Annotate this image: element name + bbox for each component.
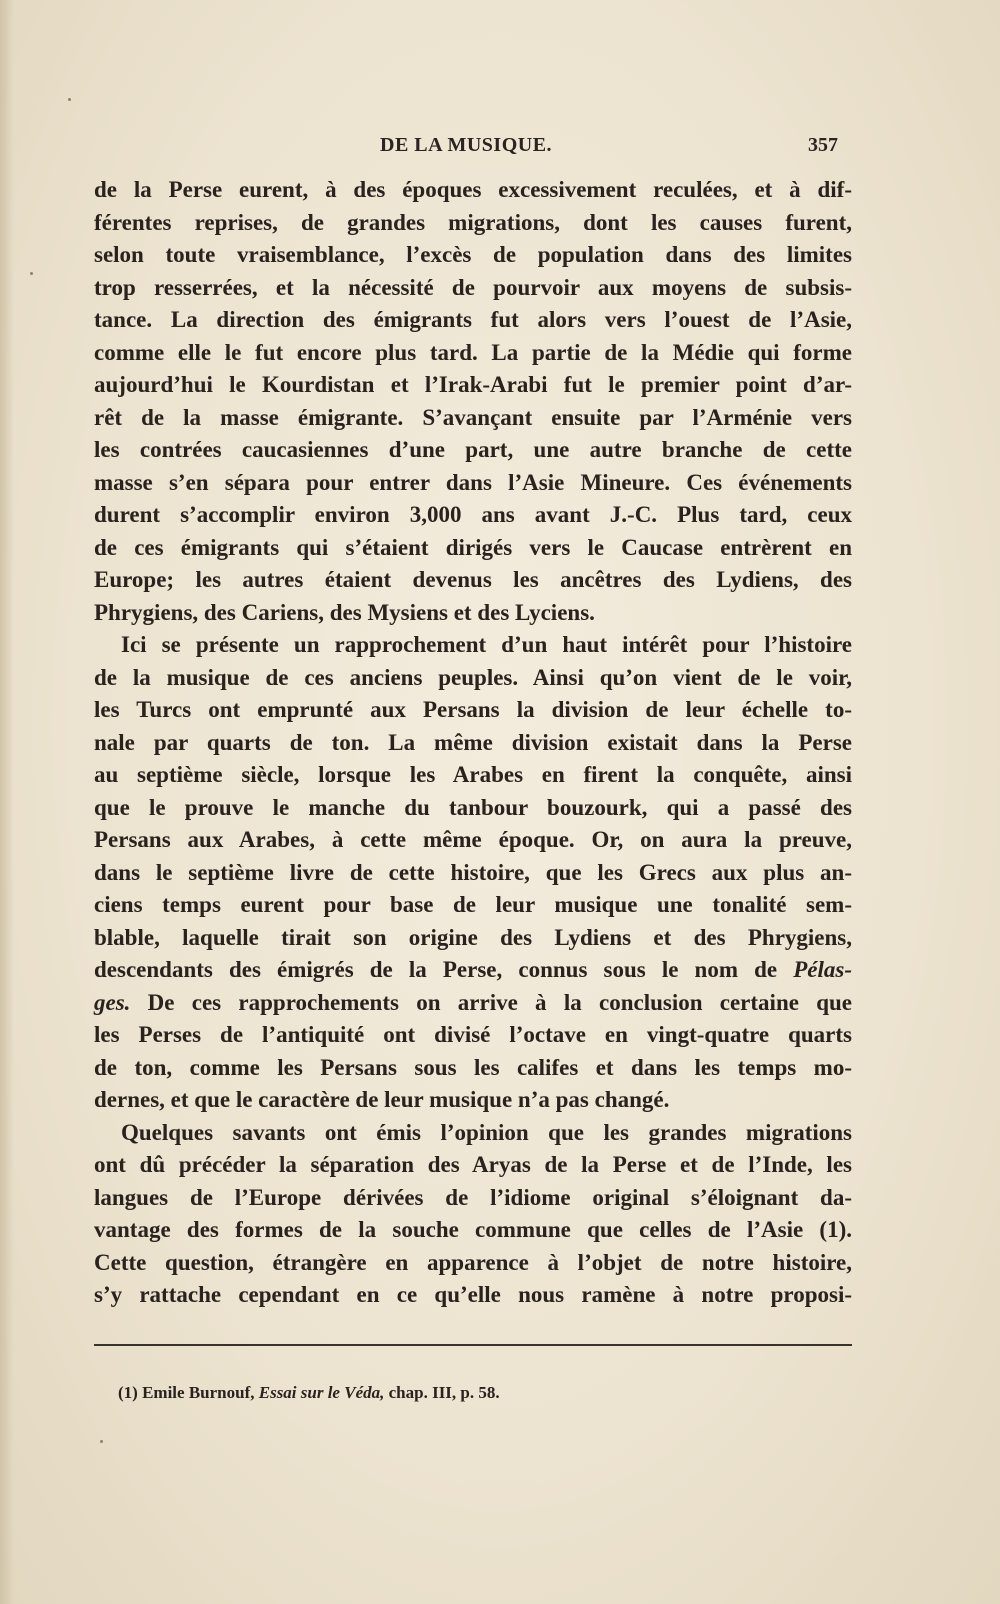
text-line: de ton, comme les Persans sous les califes et dans les temps mo- bbox=[94, 1054, 852, 1080]
text-line-with-italic bbox=[94, 987, 852, 1020]
footnote-author: Emile Burnouf, bbox=[142, 1383, 255, 1402]
text-line: vantage des formes de la souche commune que celles de l’Asie (1). bbox=[94, 1217, 852, 1242]
text-line: selon toute vraisemblance, l’excès de population dans des limites bbox=[94, 242, 852, 267]
text-line: trop resserrées, et la nécessité de pourvoir aux moyens de subsis- bbox=[94, 274, 852, 300]
text-line: Persans aux Arabes, à cette même époque. Or, on aura la preuve, bbox=[94, 827, 852, 852]
text-line: masse s’en sépara pour entrer dans l’Asie Mineure. Ces événements bbox=[94, 469, 852, 495]
footnote-title: Essai sur le Véda, bbox=[258, 1383, 385, 1402]
text-line: au septième siècle, lorsque les Arabes en firent la conquête, ainsi bbox=[94, 762, 852, 787]
italic-term: ges. bbox=[94, 989, 131, 1015]
text-line: les Perses de l’antiquité ont divisé l’octave en vingt-quatre quarts bbox=[94, 1022, 852, 1047]
text-line: Ici se présente un rapprochement d’un haut intérêt pour l’histoire bbox=[121, 632, 852, 657]
page-header bbox=[94, 134, 846, 164]
text-line: Quelques savants ont émis l’opinion que les grandes migrations bbox=[121, 1119, 852, 1145]
body-text bbox=[94, 174, 852, 1312]
running-title: DE LA MUSIQUE. bbox=[380, 134, 553, 156]
text-line: de la musique de ces anciens peuples. Ainsi qu’on vient de le voir, bbox=[94, 664, 852, 690]
text-fragment: De ces rapprochements on arrive à la conclusion certaine que bbox=[130, 989, 852, 1015]
text-line: tance. La direction des émigrants fut alors vers l’ouest de l’Asie, bbox=[94, 307, 852, 332]
paper-speck bbox=[100, 1440, 103, 1443]
paper-speck bbox=[30, 272, 33, 275]
italic-term: Pélas- bbox=[793, 957, 852, 982]
text-line: durent s’accomplir environ 3,000 ans avant J.-C. Plus tard, ceux bbox=[94, 502, 852, 527]
text-line: nale par quarts de ton. La même division existait dans la Perse bbox=[94, 729, 852, 755]
text-line: dernes, et que le caractère de leur musique n’a pas changé. bbox=[94, 1087, 670, 1112]
text-line: ciens temps eurent pour base de leur musique une tonalité sem- bbox=[94, 892, 852, 917]
footnote-reference: chap. III, p. 58. bbox=[388, 1383, 500, 1402]
page-number: 357 bbox=[808, 134, 838, 156]
text-line: comme elle le fut encore plus tard. La partie de la Médie qui forme bbox=[94, 339, 852, 365]
text-line: rêt de la masse émigrante. S’avançant ensuite par l’Arménie vers bbox=[94, 404, 852, 430]
text-line: les contrées caucasiennes d’une part, une autre branche de cette bbox=[94, 437, 852, 462]
text-line: blable, laquelle tirait son origine des Lydiens et des Phrygiens, bbox=[94, 924, 852, 950]
text-line: aujourd’hui le Kourdistan et l’Irak-Arabi fut le premier point d’ar- bbox=[94, 372, 852, 397]
footnote-divider bbox=[94, 1344, 852, 1346]
text-fragment: descendants des émigrés de la Perse, connus sous le nom de bbox=[94, 957, 794, 982]
text-line: dans le septième livre de cette histoire, que les Grecs aux plus an- bbox=[94, 859, 852, 885]
text-line: de la Perse eurent, à des époques excessivement reculées, et à dif- bbox=[94, 177, 852, 202]
text-line: Europe; les autres étaient devenus les ancêtres des Lydiens, des bbox=[94, 567, 852, 592]
text-line: Cette question, étrangère en apparence à l’objet de notre histoire, bbox=[94, 1249, 852, 1275]
text-line: que le prouve le manche du tanbour bouzourk, qui a passé des bbox=[94, 794, 852, 820]
text-line: férentes reprises, de grandes migrations, dont les causes furent, bbox=[94, 209, 852, 235]
text-line: s’y rattache cependant en ce qu’elle nous ramène à notre proposi- bbox=[94, 1282, 852, 1307]
text-line: ont dû précéder la séparation des Aryas de la Perse et de l’Inde, les bbox=[94, 1152, 852, 1177]
text-line: langues de l’Europe dérivées de l’idiome original s’éloignant da- bbox=[94, 1184, 852, 1210]
text-line: les Turcs ont emprunté aux Persans la division de leur échelle to- bbox=[94, 697, 852, 722]
text-line: Phrygiens, des Cariens, des Mysiens et des Lyciens. bbox=[94, 599, 595, 625]
paper-speck bbox=[68, 98, 71, 101]
text-line: de ces émigrants qui s’étaient dirigés vers le Caucase entrèrent en bbox=[94, 534, 852, 560]
footnote-marker: (1) bbox=[118, 1383, 138, 1402]
text-line-with-italic bbox=[94, 954, 852, 987]
page-edge-shadow bbox=[0, 0, 14, 1604]
footnote bbox=[118, 1383, 500, 1403]
